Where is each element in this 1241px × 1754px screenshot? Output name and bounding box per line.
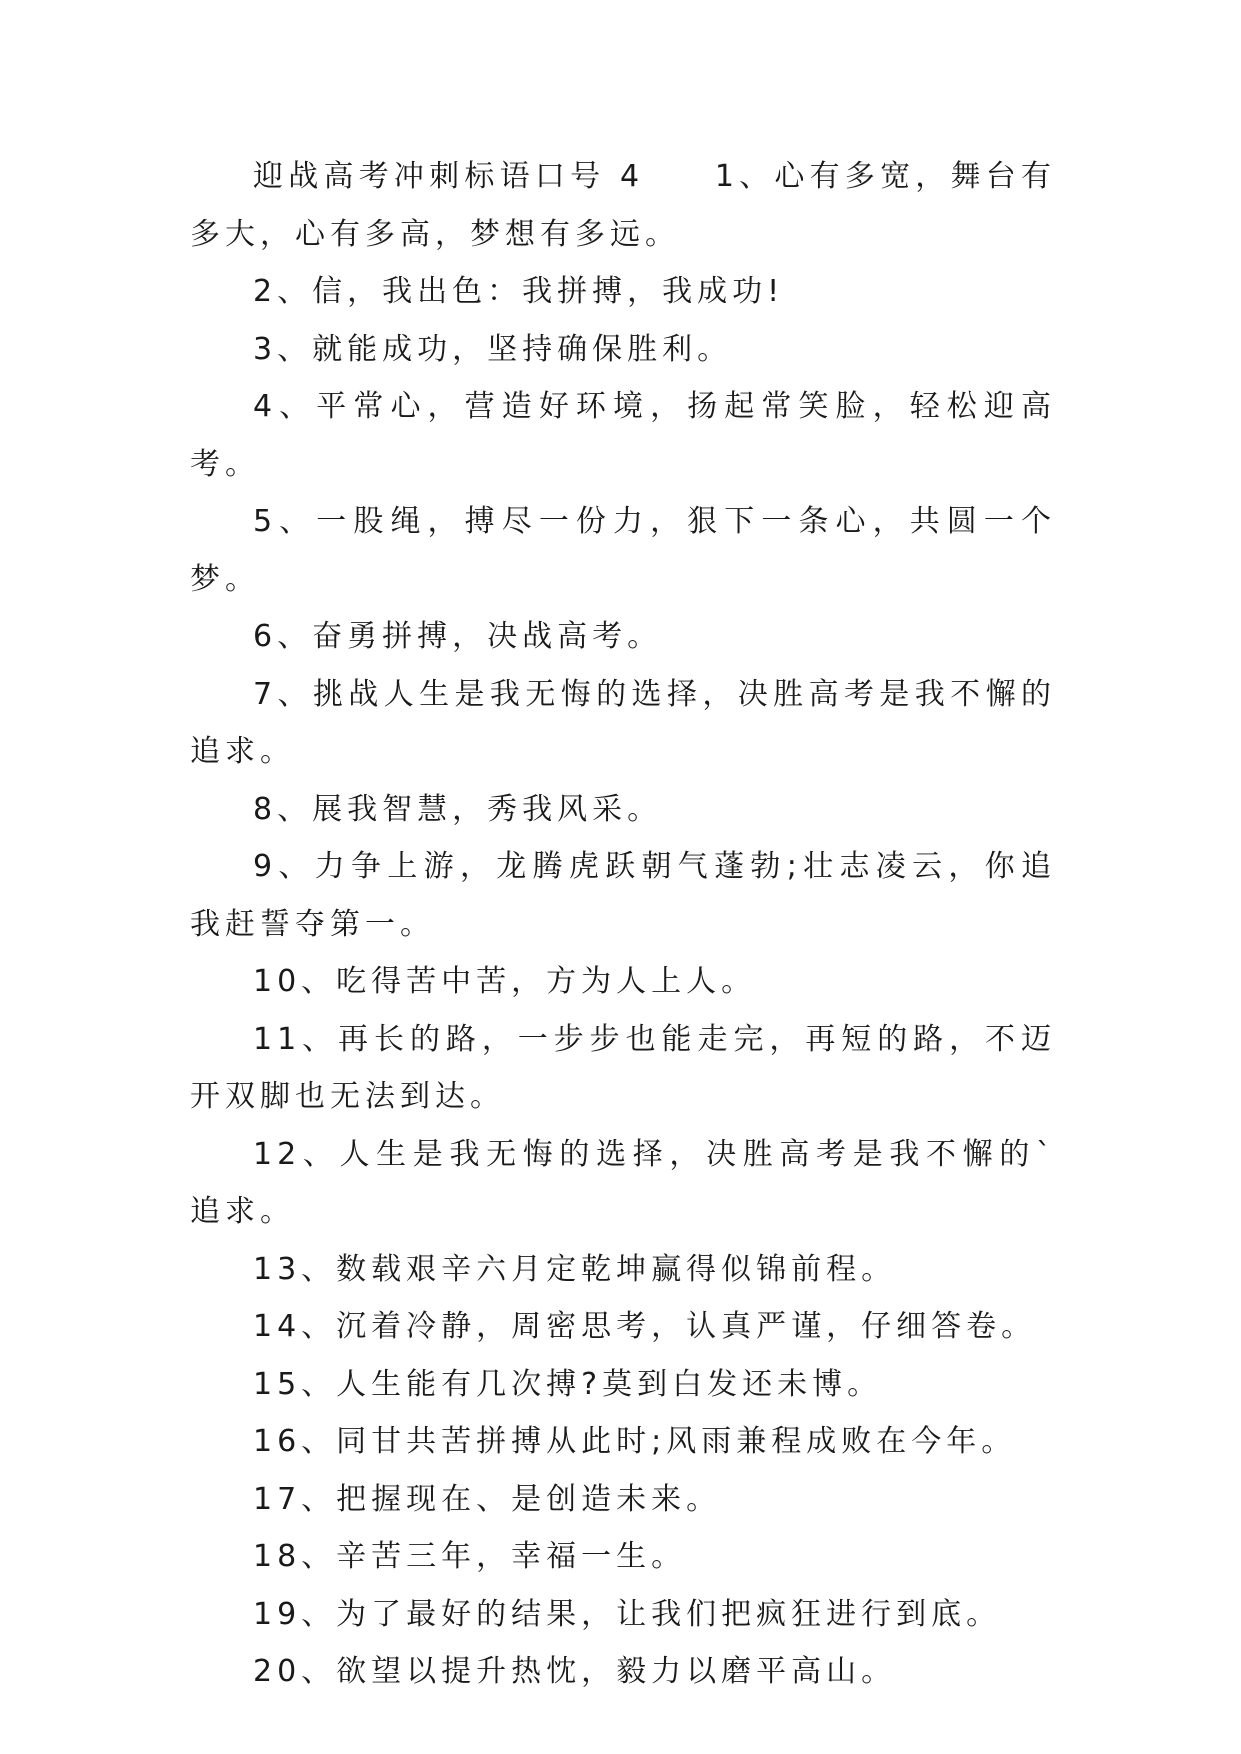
paragraph-slogan-20: 20、欲望以提升热忱，毅力以磨平高山。 <box>253 1654 897 1689</box>
paragraph-slogan-9: 9、力争上游，龙腾虎跃朝气蓬勃;壮志凌云，你追我赶誓夺第一。 <box>190 849 1056 942</box>
paragraph-slogan-19: 19、为了最好的结果，让我们把疯狂进行到底。 <box>253 1596 1002 1632</box>
paragraph-slogan-12: 12、人生是我无悔的选择，决胜高考是我不懈的`追求。 <box>190 1136 1056 1229</box>
paragraph-slogan-15: 15、人生能有几次搏?莫到白发还未博。 <box>253 1366 883 1402</box>
paragraph-slogan-5: 5、一股绳，搏尽一份力，狠下一条心，共圆一个梦。 <box>190 504 1056 597</box>
paragraph-title-and-slogan-1: 迎战高考冲刺标语口号 4 1、心有多宽，舞台有多大，心有多高，梦想有多远。 <box>190 159 1056 252</box>
paragraph-slogan-17: 17、把握现在、是创造未来。 <box>253 1481 722 1517</box>
paragraph-slogan-3: 3、就能成功，坚持确保胜利。 <box>253 331 733 367</box>
document-body <box>190 148 1056 1701</box>
paragraph-slogan-2: 2、信，我出色：我拼搏，我成功! <box>253 274 785 309</box>
paragraph-slogan-10: 10、吃得苦中苦，方为人上人。 <box>253 964 757 999</box>
paragraph-slogan-11: 11、再长的路，一步步也能走完，再短的路，不迈开双脚也无法到达。 <box>190 1021 1056 1114</box>
paragraph-slogan-13: 13、数载艰辛六月定乾坤赢得似锦前程。 <box>253 1251 897 1287</box>
paragraph-slogan-4: 4、平常心，营造好环境，扬起常笑脸，轻松迎高考。 <box>190 389 1056 482</box>
paragraph-slogan-16: 16、同甘共苦拼搏从此时;风雨兼程成败在今年。 <box>253 1424 1017 1459</box>
paragraph-slogan-8: 8、展我智慧，秀我风采。 <box>253 791 663 827</box>
paragraph-slogan-18: 18、辛苦三年，幸福一生。 <box>253 1539 687 1574</box>
paragraph-slogan-7: 7、挑战人生是我无悔的选择，决胜高考是我不懈的追求。 <box>190 676 1056 769</box>
paragraph-slogan-6: 6、奋勇拼搏，决战高考。 <box>253 619 663 654</box>
paragraph-slogan-14: 14、沉着冷静，周密思考，认真严谨，仔细答卷。 <box>253 1309 1037 1344</box>
